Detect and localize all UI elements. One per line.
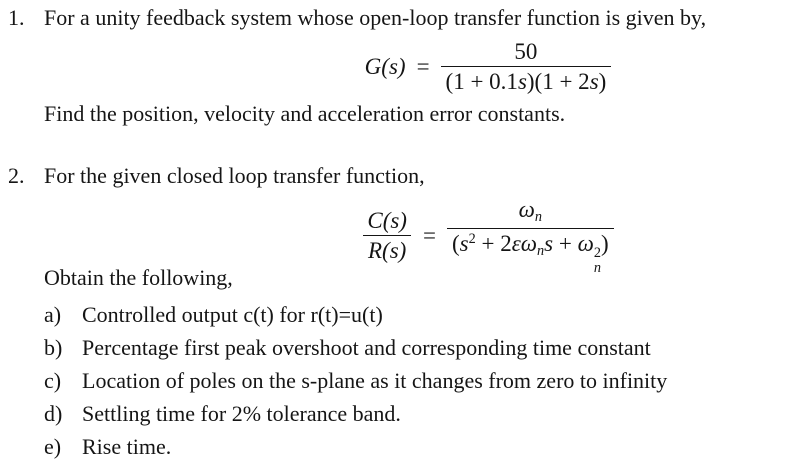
- formula-q2-equals: =: [422, 222, 436, 248]
- formula-q1-numerator: 50: [514, 39, 538, 64]
- question-2-outro: [44, 265, 233, 291]
- formula-q1-lhs: G(s): [364, 53, 406, 79]
- question-2-intro: [8, 163, 425, 189]
- formula-q2-rhs-denominator: ($s^2 + 2\varepsilon\omega ns + \omega$ 2 n ): [447, 228, 614, 277]
- list-item-a-label: a): [44, 302, 62, 327]
- list-item-d: [44, 401, 401, 427]
- list-item-c: [44, 368, 667, 394]
- question-2-intro-text: For the given closed loop transfer function,: [44, 163, 425, 188]
- formula-q1: [88, 37, 800, 96]
- question-1-outro: [44, 101, 565, 127]
- list-item-b: [44, 335, 651, 361]
- list-item-d-text: Settling time for 2% tolerance band.: [82, 401, 401, 426]
- question-1-intro-text: For a unity feedback system whose open-loop transfer function is given by,: [44, 5, 707, 30]
- formula-q2-lhs-fraction: [362, 206, 412, 265]
- formula-q2-lhs-denominator: R(s): [363, 235, 411, 265]
- list-item-e: [44, 434, 171, 460]
- question-2-outro-text: Obtain the following,: [44, 265, 233, 290]
- omega-n-squared-script: 2 n: [593, 244, 601, 276]
- formula-q2-lhs-numerator: C(s): [367, 208, 407, 234]
- list-item-d-label: d): [44, 401, 63, 426]
- question-1-outro-text: Find the position, velocity and acceleration error constants.: [44, 101, 566, 126]
- question-1-number: 1.: [8, 5, 25, 30]
- list-item-e-text: Rise time.: [82, 434, 172, 459]
- formula-q1-denominator: (1 + 0.1s)(1 + 2s): [441, 66, 612, 96]
- list-item-a-text: Controlled output c(t) for r(t)=u(t): [82, 302, 383, 327]
- question-1-intro: [8, 5, 706, 31]
- formula-q1-fraction: [441, 37, 612, 96]
- formula-q2-rhs-fraction: [447, 195, 614, 277]
- list-item-b-label: b): [44, 335, 63, 360]
- list-item-a: [44, 302, 383, 328]
- list-item-e-label: e): [44, 434, 62, 459]
- formula-q1-equals: =: [416, 53, 430, 79]
- list-item-b-text: Percentage first peak overshoot and corresponding time constant: [82, 335, 651, 360]
- list-item-c-label: c): [44, 368, 62, 393]
- question-2-number: 2.: [8, 163, 25, 188]
- formula-q2-rhs-numerator: ωn: [518, 197, 542, 225]
- list-item-c-text: Location of poles on the s-plane as it changes from zero to infinity: [82, 368, 668, 393]
